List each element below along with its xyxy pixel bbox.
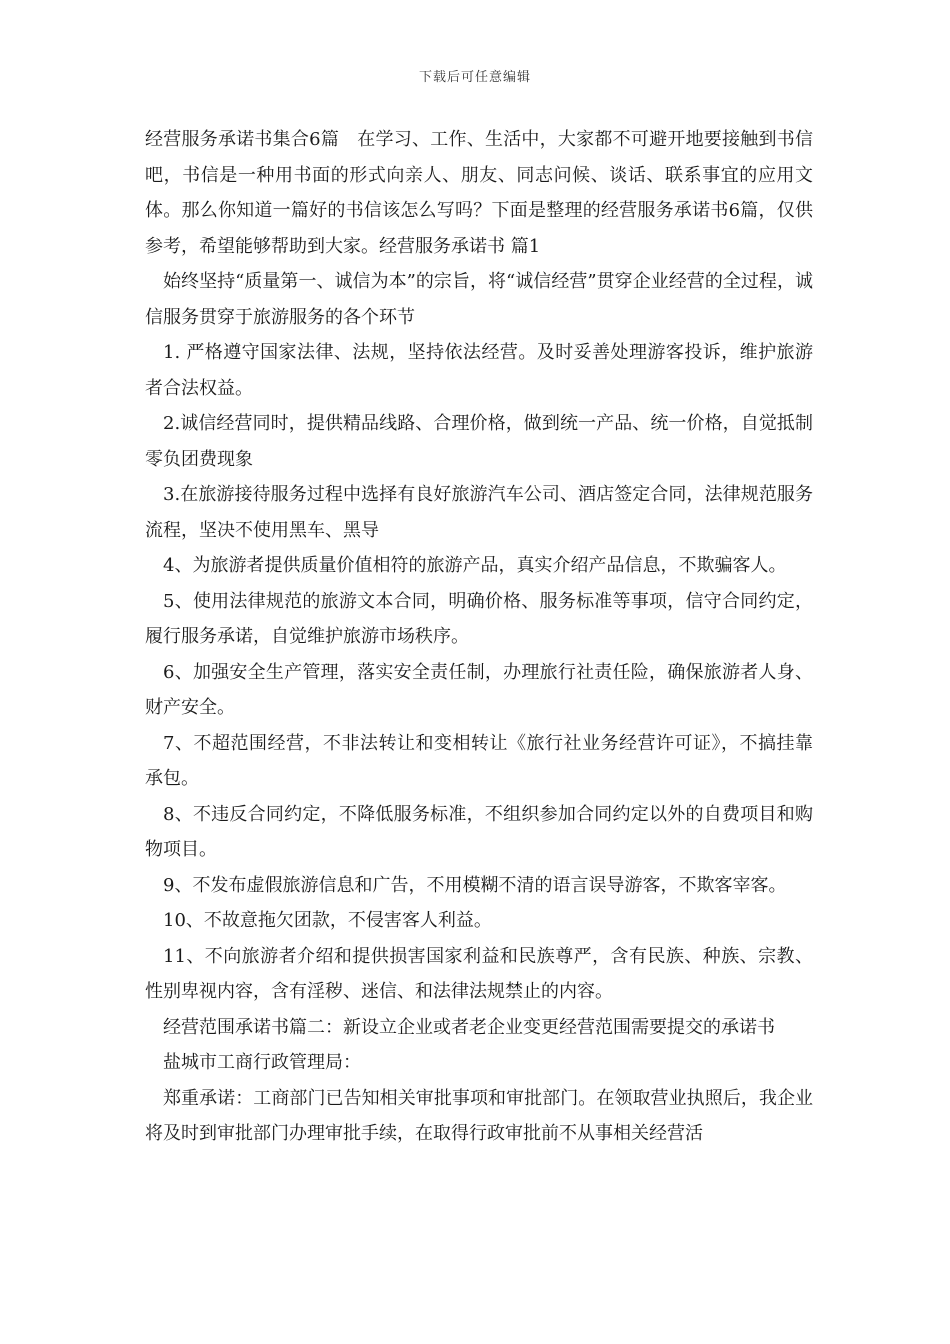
commitment-item-7: 7、不超范围经营，不非法转让和变相转让《旅行社业务经营许可证》，不搞挂靠承包。	[145, 732, 813, 789]
page-header: 下载后可任意编辑	[418, 70, 531, 85]
addressee-line: 盐城市工商行政管理局：	[163, 1052, 361, 1073]
commitment-item-2: 2.诚信经营同时，提供精品线路、合理价格，做到统一产品、统一价格，自觉抵制零负团费现象	[145, 413, 813, 470]
pledge-paragraph: 郑重承诺：工商部门已告知相关审批事项和审批部门。在领取营业执照后，我企业将及时到审批部门办理审批手续，在取得行政审批前不从事相关经营活	[145, 1087, 813, 1144]
commitment-item-3: 3.在旅游接待服务过程中选择有良好旅游汽车公司、酒店签定合同，法律规范服务流程，坚决不使用黑车、黑导	[145, 484, 813, 541]
commitment-item-8: 8、不违反合同约定，不降低服务标准，不组织参加合同约定以外的自费项目和购物项目。	[145, 803, 813, 860]
commitment-item-1: 1. 严格遵守国家法律、法规，坚持依法经营。及时妥善处理游客投诉，维护旅游者合法权益。	[145, 342, 813, 399]
intro-paragraph: 经营服务承诺书集合6篇 在学习、工作、生活中，大家都不可避开地要接触到书信吧，书信是一种用书面的形式向亲人、朋友、同志问候、谈话、联系事宜的应用文体。那么你知道一篇好的书信该怎么写吗？下面是整理的经营服务承诺书6篇，仅供参考，希望能够帮助到大家。经营服务承诺书 篇1	[145, 129, 813, 257]
commitment-item-10: 10、不故意拖欠团款，不侵害客人利益。	[163, 910, 492, 931]
commitment-item-11: 11、不向旅游者介绍和提供损害国家利益和民族尊严，含有民族、种族、宗教、性别卑视内容，含有淫秽、迷信、和法律法规禁止的内容。	[145, 945, 813, 1002]
document-body	[145, 122, 813, 1152]
commitment-item-9: 9、不发布虚假旅游信息和广告，不用模糊不清的语言误导游客，不欺客宰客。	[163, 874, 787, 896]
commitment-item-5: 5、使用法律规范的旅游文本合同，明确价格、服务标准等事项，信守合同约定，履行服务承诺，自觉维护旅游市场秩序。	[145, 590, 813, 647]
section-two-heading: 经营范围承诺书篇二：新设立企业或者老企业变更经营范围需要提交的承诺书	[163, 1016, 775, 1038]
commitment-item-6: 6、加强安全生产管理，落实安全责任制，办理旅行社责任险，确保旅游者人身、财产安全。	[145, 661, 813, 718]
principle-paragraph: 始终坚持“质量第一、诚信为本”的宗旨，将“诚信经营”贯穿企业经营的全过程，诚信服务贯穿于旅游服务的各个环节	[145, 271, 813, 328]
commitment-item-4: 4、为旅游者提供质量价值相符的旅游产品，真实介绍产品信息，不欺骗客人。	[163, 555, 787, 576]
